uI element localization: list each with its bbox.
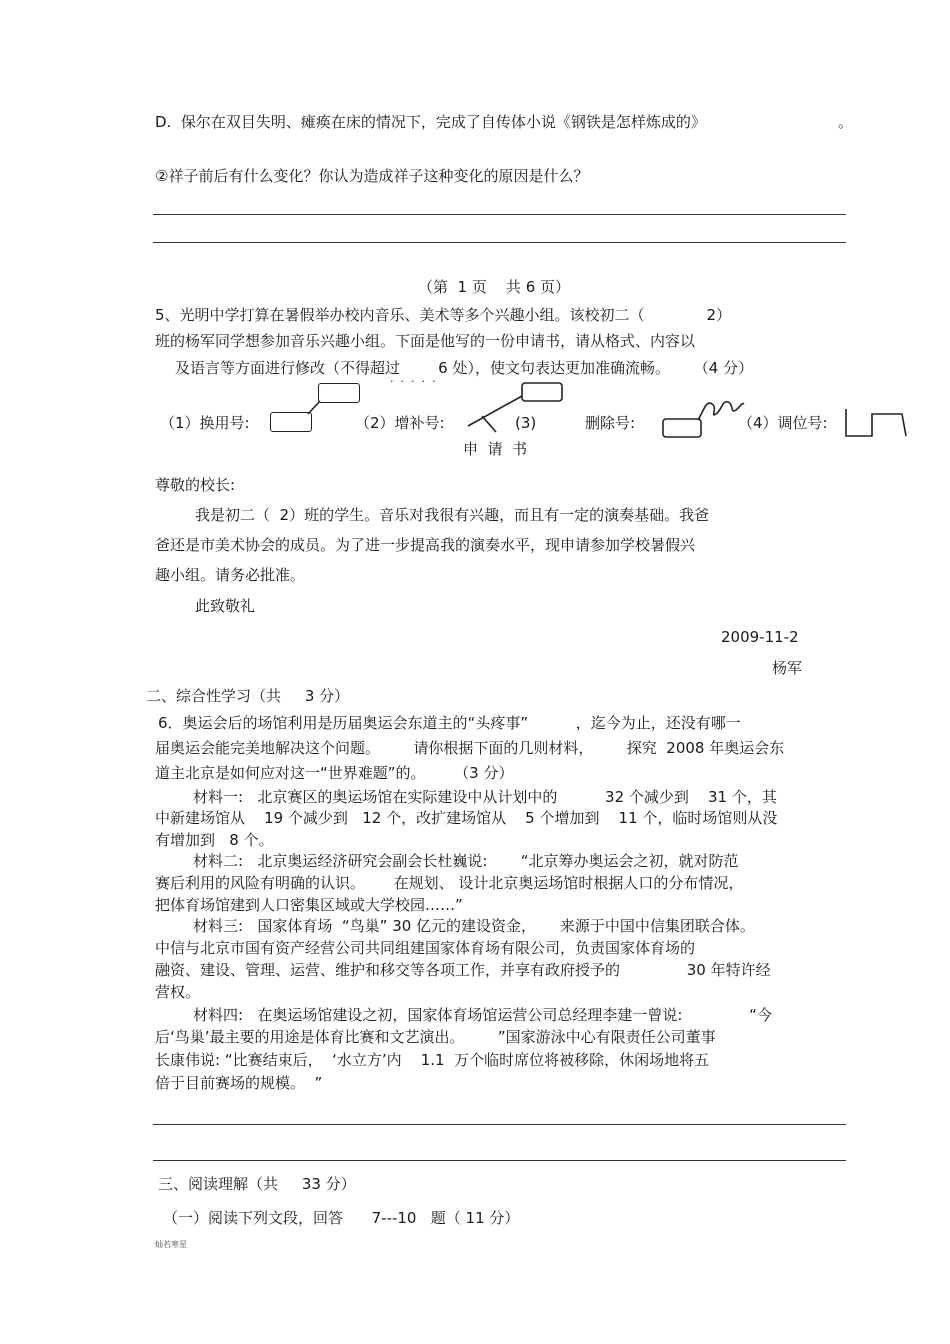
page-footer: （第 1 页 共 6 页） <box>418 278 571 296</box>
material-2-line-3: 把体育场馆建到人口密集区域或大学校园……” <box>155 896 463 914</box>
option-d: D. 保尔在双目失明、瘫痪在床的情况下，完成了自传体小说《钢铁是怎样炼成的》 <box>155 113 706 131</box>
answer-line <box>153 214 846 215</box>
letter-paragraph-2: 爸还是市美术协会的成员。为了进一步提高我的演奏水平，现申请参加学校暑假兴 <box>155 536 696 554</box>
emphasis-dots: · · · · · <box>390 375 436 388</box>
material-3-line-1: 材料三: 国家体育场 “鸟巢” 30 亿元的建设资金， 来源于中国中信集团联合体。 <box>193 917 755 935</box>
section-3-heading: 三、阅读理解（共 33 分） <box>158 1175 356 1193</box>
q5-line-3: 及语言等方面进行修改（不得超过 6 处），使文句表达更加准确流畅。 （4 分） <box>175 359 754 377</box>
material-1-line-2: 中新建场馆从 19 个减少到 12 个，改扩建场馆从 5 个增加到 11 个，临时场馆则从没 <box>155 809 778 827</box>
q5-line-1: 5、光明中学打算在暑假举办校内音乐、美术等多个兴趣小组。该校初二（ 2） <box>155 306 732 324</box>
material-2-line-1: 材料二: 北京奥运经济研究会副会长杜巍说: “北京筹办奥运会之初，就对防范 <box>193 852 739 870</box>
material-4-line-2: 后‘鸟巢’最主要的用途是体育比赛和文艺演出。 ”国家游泳中心有限责任公司董事 <box>155 1028 716 1046</box>
q6-line-3: 道主北京是如何应对这一“世界难题”的。 （3 分） <box>155 764 514 782</box>
question-2: ②祥子前后有什么变化？你认为造成祥子这种变化的原因是什么？ <box>155 167 589 185</box>
letter-paragraph-3: 趣小组。请务必批准。 <box>155 566 306 584</box>
answer-line <box>153 1124 846 1125</box>
insert-mark-icon <box>460 380 565 435</box>
mark-transpose-label: （4）调位号: <box>738 414 828 432</box>
replace-mark-line <box>305 398 325 418</box>
q6-line-2: 届奥运会能完美地解决这个问题。 请你根据下面的几则材料， 探究 2008 年奥运会东 <box>155 739 785 757</box>
material-3-line-3: 融资、建设、管理、运营、维护和移交等各项工作，并享有政府授予的 30 年特许经 <box>155 961 771 979</box>
answer-line <box>153 1160 846 1161</box>
answer-line <box>153 242 846 243</box>
material-4-line-4: 倍于目前赛场的规模。 ” <box>155 1074 323 1092</box>
material-4-line-3: 长康伟说: “比赛结束后， ‘水立方’内 1.1 万个临时席位将被移除，休闲场地将五 <box>155 1051 710 1069</box>
section-3-sub: （一）阅读下列文段，回答 7---10 题（ 11 分） <box>163 1209 520 1227</box>
letter-title: 申 请 书 <box>463 440 528 458</box>
q6-line-1: 6．奥运会后的场馆利用是历届奥运会东道主的“头疼事” ，迄今为止，还没有哪一 <box>158 714 741 732</box>
material-1-line-3: 有增加到 8 个。 <box>155 831 274 849</box>
delete-mark-icon <box>660 392 750 442</box>
letter-signer: 杨军 <box>772 659 803 677</box>
q5-line-2: 班的杨军同学想参加音乐兴趣小组。下面是他写的一份申请书，请从格式、内容以 <box>155 332 696 350</box>
mark-delete-num: (3) <box>515 414 537 432</box>
letter-closing: 此致敬礼 <box>195 597 256 615</box>
corner-note: 灿若寒星 <box>155 1240 187 1249</box>
section-2-heading: 二、综合性学习（共 3 分） <box>146 687 350 705</box>
letter-date: 2009-11-2 <box>721 628 799 646</box>
material-1-line-1: 材料一: 北京赛区的奥运场馆在实际建设中从计划中的 32 个减少到 31 个，其 <box>193 788 777 806</box>
letter-paragraph-1: 我是初二（ 2）班的学生。音乐对我很有兴趣，而且有一定的演奏基础。我爸 <box>195 506 710 524</box>
mark-insert-label: （2）增补号: <box>355 414 445 432</box>
transpose-mark-icon <box>840 406 910 442</box>
material-3-line-4: 营权。 <box>155 983 201 1001</box>
mark-replace-label: （1）换用号: <box>160 414 250 432</box>
mark-delete-label: 删除号: <box>585 414 636 432</box>
letter-salutation: 尊敬的校长: <box>155 476 236 494</box>
option-d-end: 。 <box>838 113 854 131</box>
material-4-line-1: 材料四: 在奥运场馆建设之初，国家体育场馆运营公司总经理李建一曾说: “今 <box>193 1006 772 1024</box>
material-3-line-2: 中信与北京市国有资产经营公司共同组建国家体育场有限公司，负责国家体育场的 <box>155 939 696 957</box>
material-2-line-2: 赛后利用的风险有明确的认识。 在规划、 设计北京奥运场馆时根据人口的分布情况， <box>155 874 744 892</box>
